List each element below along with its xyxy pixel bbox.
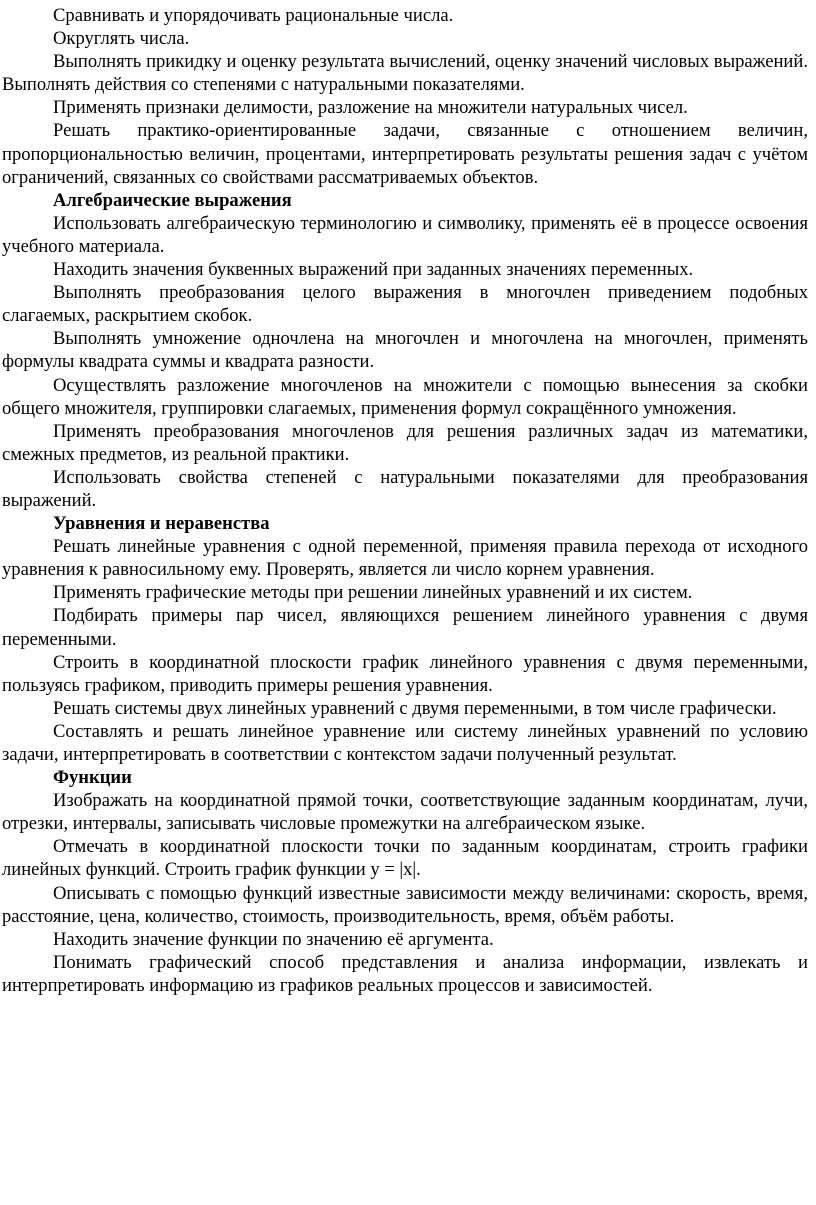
paragraph: Отмечать в координатной плоскости точки по заданным координатам, строить графики линейных функций. Строить график функции y = |x|.	[2, 836, 808, 881]
paragraph: Решать практико-ориентированные задачи, связанные с отношением величин, пропорциональностью величин, процентами, интерпретировать результаты решения задач с учётом ограничений, связанных со свойствами рассматриваемых объектов.	[2, 120, 808, 188]
paragraph: Округлять числа.	[53, 28, 190, 50]
paragraph: Применять признаки делимости, разложение на множители натуральных чисел.	[53, 97, 688, 119]
paragraph: Сравнивать и упорядочивать рациональные числа.	[53, 5, 454, 26]
paragraph: Выполнять прикидку и оценку результата вычислений, оценку значений числовых выражений. Выполнять действия со степенями с натуральными показателями.	[2, 51, 808, 96]
paragraph: Находить значения буквенных выражений при заданных значениях переменных.	[53, 259, 694, 281]
paragraph: Описывать с помощью функций известные зависимости между величинами: скорость, время, расстояние, цена, количество, стоимость, производительность, время, объём работы.	[2, 882, 808, 927]
section-heading: Алгебраические выражения	[53, 189, 292, 211]
paragraph: Использовать алгебраическую терминологию и символику, применять её в процессе освоения учебного материала.	[2, 212, 808, 257]
paragraph: Понимать графический способ представления и анализа информации, извлекать и интерпретировать информацию из графиков реальных процессов и зависимостей.	[2, 951, 808, 996]
paragraph: Изображать на координатной прямой точки, соответствующие заданным координатам, лучи, отрезки, интервалы, записывать числовые промежутки на алгебраическом языке.	[2, 790, 808, 835]
paragraph: Осуществлять разложение многочленов на множители с помощью вынесения за скобки общего множителя, группировки слагаемых, применения формул сокращённого умножения.	[2, 374, 808, 419]
paragraph: Выполнять умножение одночлена на многочлен и многочлена на многочлен, применять формулы квадрата суммы и квадрата разности.	[2, 328, 808, 373]
section-heading: Функции	[53, 767, 132, 789]
section-heading: Уравнения и неравенства	[53, 513, 270, 535]
paragraph: Строить в координатной плоскости график линейного уравнения с двумя переменными, пользуясь графиком, приводить примеры решения уравнения.	[2, 651, 808, 696]
paragraph: Составлять и решать линейное уравнение или систему линейных уравнений по условию задачи, интерпретировать в соответствии с контекстом задачи полученный результат.	[2, 720, 808, 765]
paragraph: Использовать свойства степеней с натуральными показателями для преобразования выражений.	[2, 466, 808, 511]
paragraph: Применять графические методы при решении линейных уравнений и их систем.	[53, 582, 693, 604]
paragraph: Применять преобразования многочленов для решения различных задач из математики, смежных предметов, из реальной практики.	[2, 420, 808, 465]
paragraph: Подбирать примеры пар чисел, являющихся решением линейного уравнения с двумя переменными.	[2, 605, 808, 650]
paragraph: Выполнять преобразования целого выражения в многочлен приведением подобных слагаемых, раскрытием скобок.	[2, 282, 808, 327]
paragraph: Решать системы двух линейных уравнений с двумя переменными, в том числе графически.	[53, 697, 777, 719]
paragraph: Решать линейные уравнения с одной переменной, применяя правила перехода от исходного уравнения к равносильному ему. Проверять, является ли число корнем уравнения.	[2, 536, 808, 581]
paragraph: Находить значение функции по значению её аргумента.	[53, 928, 494, 950]
